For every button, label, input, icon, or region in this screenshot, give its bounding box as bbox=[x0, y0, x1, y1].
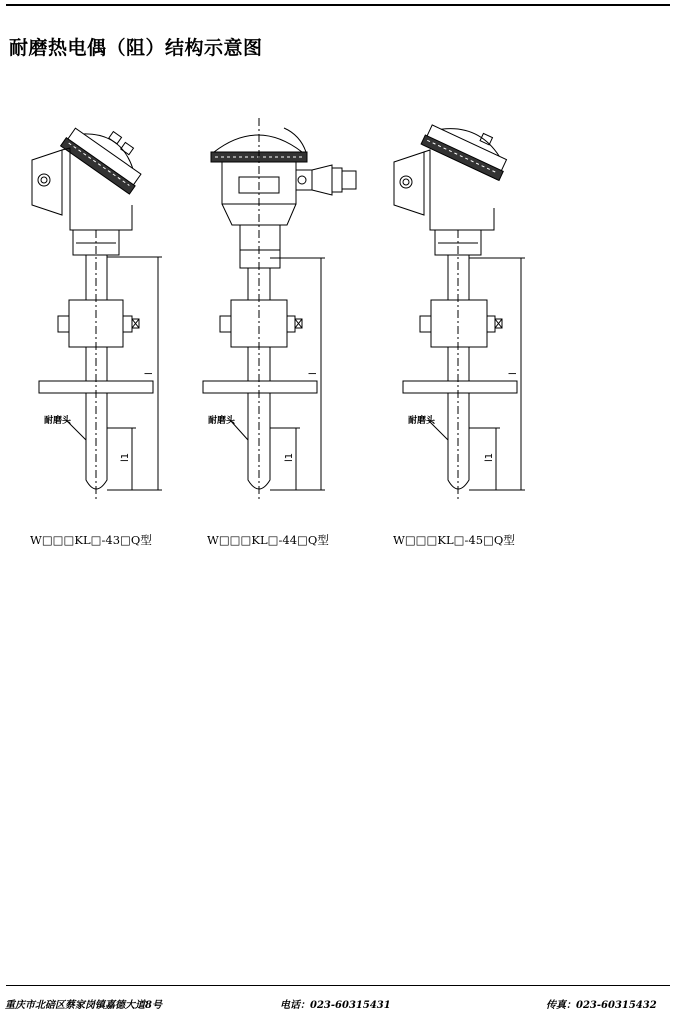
footer-rule bbox=[6, 985, 670, 986]
dim-l-44: l bbox=[308, 372, 319, 375]
footer-address: 重庆市北碚区蔡家岗镇嘉德大道8号 bbox=[5, 1000, 162, 1011]
tip-label-45: 耐磨头 bbox=[408, 416, 436, 426]
dim-l1-45: l1 bbox=[484, 452, 495, 462]
dim-l1-44: l1 bbox=[284, 452, 295, 462]
page-title: 耐磨热电偶（阻）结构示意图 bbox=[9, 37, 263, 59]
model-label-43: W□□□KL□-43□Q型 bbox=[30, 533, 152, 547]
top-rule bbox=[6, 4, 670, 6]
footer-phone: 电话：023-60315431 bbox=[280, 1000, 391, 1011]
dim-l-43: l bbox=[144, 372, 155, 375]
structure-drawing bbox=[0, 110, 689, 510]
dim-l1-43: l1 bbox=[120, 452, 131, 462]
figure-43 bbox=[32, 112, 162, 500]
model-label-45: W□□□KL□-45□Q型 bbox=[393, 533, 515, 547]
figure-44 bbox=[203, 118, 356, 500]
tip-label-43: 耐磨头 bbox=[44, 416, 72, 426]
tip-label-44: 耐磨头 bbox=[208, 416, 236, 426]
figure-43-head bbox=[61, 112, 154, 195]
figure-45 bbox=[394, 111, 525, 500]
model-label-44: W□□□KL□-44□Q型 bbox=[207, 533, 329, 547]
footer-fax: 传真：023-60315432 bbox=[546, 1000, 657, 1011]
dim-l-45: l bbox=[508, 372, 519, 375]
figure-45-head bbox=[421, 111, 514, 180]
